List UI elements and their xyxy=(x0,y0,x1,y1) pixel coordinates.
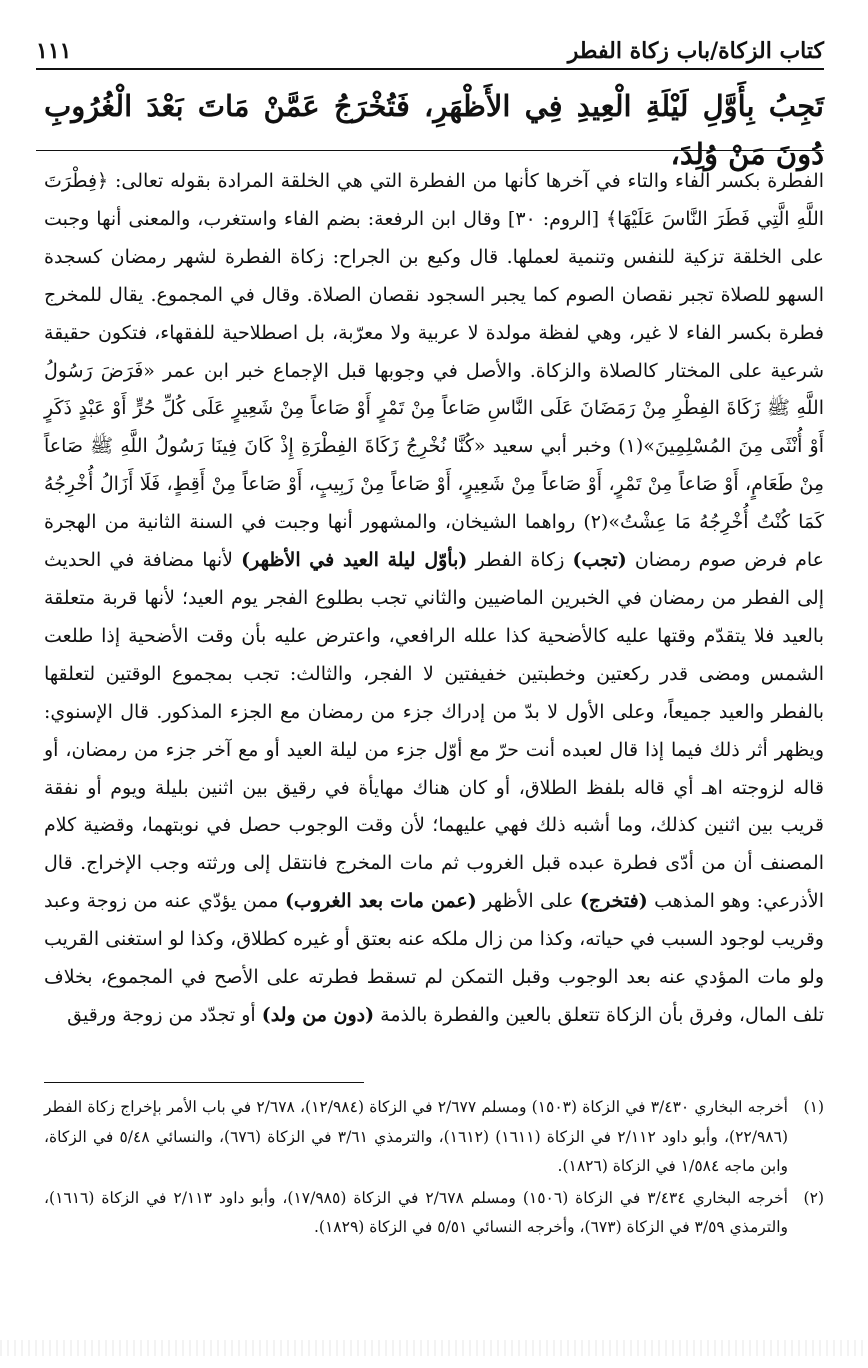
commentary-text: زكاة الفطر xyxy=(467,549,573,572)
scan-noise xyxy=(0,1340,868,1356)
matn-text: تَجِبُ بِأَوَّلِ لَيْلَةِ الْعِيدِ فِي الأَظْهَرِ، فَتُخْرَجُ عَمَّنْ مَاتَ بَعْدَ الْغُرُوبِ دُونَ مَنْ وُلِدَ، xyxy=(44,89,824,171)
commentary-text: لأنها مضافة في الحديث إلى الفطر من رمضان في الخبرين الماضيين والثاني تجب بطلوع الفجر يوم العيد؛ لأنها قربة متعلقة بالعيد فلا يتقدّم وقتها عليه كالأضحية كذا علله الرافعي، واعترض عليه بأن وقت الأضحية إذا طلعت الشمس ومضى قدر ركعتين وخطبتين خفيفتين لا الفجر، والثالث: تجب بمجموع الوقتين لتعلقها بالفطر والعيد جميعاً، وعلى الأول لا بدّ من إدراك جزء من رمضان مع الجزء المذكور. قال الإسنوي: ويظهر أثر ذلك فيما إذا قال لعبده أنت حرّ مع أوّل جزء من ليلة العيد أو مع آخر جزء من رمضان، أو قاله لزوجته اهـ أي قاله بلفظ الطلاق، أو كان هناك مهايأة في رقيق بين اثنين بليلة ويوم أو نفقة قريب بين اثنين كذلك، وما أشبه ذلك فهي عليهما؛ لأن وقت الوجوب حصل في نوبتهما، وقضية كلام المصنف أن من أدّى فطرة عبده قبل الغروب ثم مات المخرج فانتقل إلى ورثته وجب الإخراج. قال الأذرعي: وهو المذهب xyxy=(44,549,825,913)
footnote xyxy=(44,1184,824,1243)
commentary-text: أو تجدّد من زوجة ورقيق xyxy=(67,1003,262,1026)
commentary-text: ممن يؤدّي عنه من زوجة وعبد وقريب لوجود السبب في حياته، وكذا من زال ملكه عنه بعتق أو غيره كطلاق، وكذا لو استغنى القريب ولو مات المؤدي عنه بعد الوجوب وقبل التمكن لم تسقط فطرته على الأصح في المجموع، بخلاف تلف المال، وفرق بأن الزكاة تتعلق بالعين والفطرة بالذمة xyxy=(44,890,824,1026)
page-number: ١١١ xyxy=(36,38,72,64)
footnote xyxy=(44,1093,824,1182)
header-title: كتاب الزكاة/باب زكاة الفطر xyxy=(567,38,824,64)
matn-quote: (بأوّل ليلة العيد في الأظهر) xyxy=(241,549,468,572)
commentary-text: الفطرة بكسر الفاء والتاء في آخرها كأنها من الفطرة التي هي الخلقة المرادة بقوله تعالى: ﴿فِطْرَتَ اللَّهِ الَّتِي فَطَرَ النَّاسَ عَلَيْهَا﴾ [الروم: ٣٠] وقال ابن الرفعة: بضم الفاء واستغرب، والمعنى أنها وجبت على الخلقة تزكية للنفس وتنمية لعملها. قال وكيع بن الجراح: زكاة الفطرة لشهر رمضان كسجدة السهو للصلاة تجبر نقصان الصوم كما يجبر السجود نقصان الصلاة. وقال في المجموع. يقال للمخرج فطرة بكسر الفاء لا غير، وهي لفظة مولدة لا عربية ولا معرّبة، بل اصطلاحية للفقهاء، فتكون حقيقة شرعية على المختار كالصلاة والزكاة. والأصل في وجوبها قبل الإجماع خبر ابن عمر «فَرَضَ رَسُولُ اللَّهِ ﷺ زَكَاةَ الفِطْرِ مِنْ رَمَضَانَ عَلَى النَّاسِ صَاعاً مِنْ تَمْرٍ أَوْ صَاعاً مِنْ شَعِيرٍ عَلَى كُلِّ حُرٍّ أَوْ عَبْدٍ ذَكَرٍ أَوْ أُنْثَى مِنَ المُسْلِمِينَ»(١) وخبر أبي سعيد «كُنَّا نُخْرِجُ زَكَاةَ الفِطْرَةِ إِذْ كَانَ فِينَا رَسُولُ اللَّهِ ﷺ صَاعاً مِنْ طَعَامٍ، أَوْ صَاعاً مِنْ تَمْرٍ، أَوْ صَاعاً مِنْ شَعِيرٍ، أَوْ صَاعاً مِنْ زَبِيبٍ، أَوْ صَاعاً مِنْ أَقِطٍ، فَلَا أَزَالُ أُخْرِجُهُ كَمَا كُنْتُ أُخْرِجُهُ مَا عِشْتُ»(٢) رواهما الشيخان، والمشهور أنها وجبت في السنة الثانية من الهجرة عام فرض صوم رمضان xyxy=(44,170,825,572)
matn-quote: (عمن مات بعد الغروب) xyxy=(284,890,477,913)
running-header xyxy=(36,30,824,70)
commentary-body xyxy=(44,163,824,1035)
matn-quote: (تجب) xyxy=(572,549,627,572)
matn-divider xyxy=(36,150,824,151)
footnote-text: أخرجه البخاري ٣/٤٣٤ في الزكاة (١٥٠٦) ومسلم ٢/٦٧٨ في الزكاة (١٧/٩٨٥)، وأبو داود ٢/١١٣ في الزكاة (١٦١٦)، والترمذي ٣/٥٩ في الزكاة (٦٧٣)، وأخرجه النسائي ٥/٥١ في الزكاة (١٨٢٩). xyxy=(44,1188,788,1236)
commentary-text: على الأظهر xyxy=(476,890,580,913)
commentary-paragraph xyxy=(44,163,824,1035)
footnote-number: (٢) xyxy=(803,1188,824,1207)
footnotes xyxy=(44,1093,824,1245)
matn-quote: (دون من ولد) xyxy=(261,1003,375,1026)
footnote-divider xyxy=(44,1082,364,1083)
footnote-number: (١) xyxy=(803,1098,824,1116)
footnote-text: أخرجه البخاري ٣/٤٣٠ في الزكاة (١٥٠٣) ومسلم ٢/٦٧٧ في الزكاة (١٢/٩٨٤)، ٢/٦٧٨ في باب الأمر بإخراج زكاة الفطر (٢٢/٩٨٦)، وأبو داود ٢/١١٢ في الزكاة (١٦١١) (١٦١٢)، والترمذي ٣/٦١ في الزكاة (٦٧٦)، والنسائي ٥/٤٨ في الزكاة، وابن ماجه ١/٥٨٤ في الزكاة (١٨٢٦). xyxy=(44,1098,788,1175)
matn-quote: (فتخرج) xyxy=(579,890,648,913)
